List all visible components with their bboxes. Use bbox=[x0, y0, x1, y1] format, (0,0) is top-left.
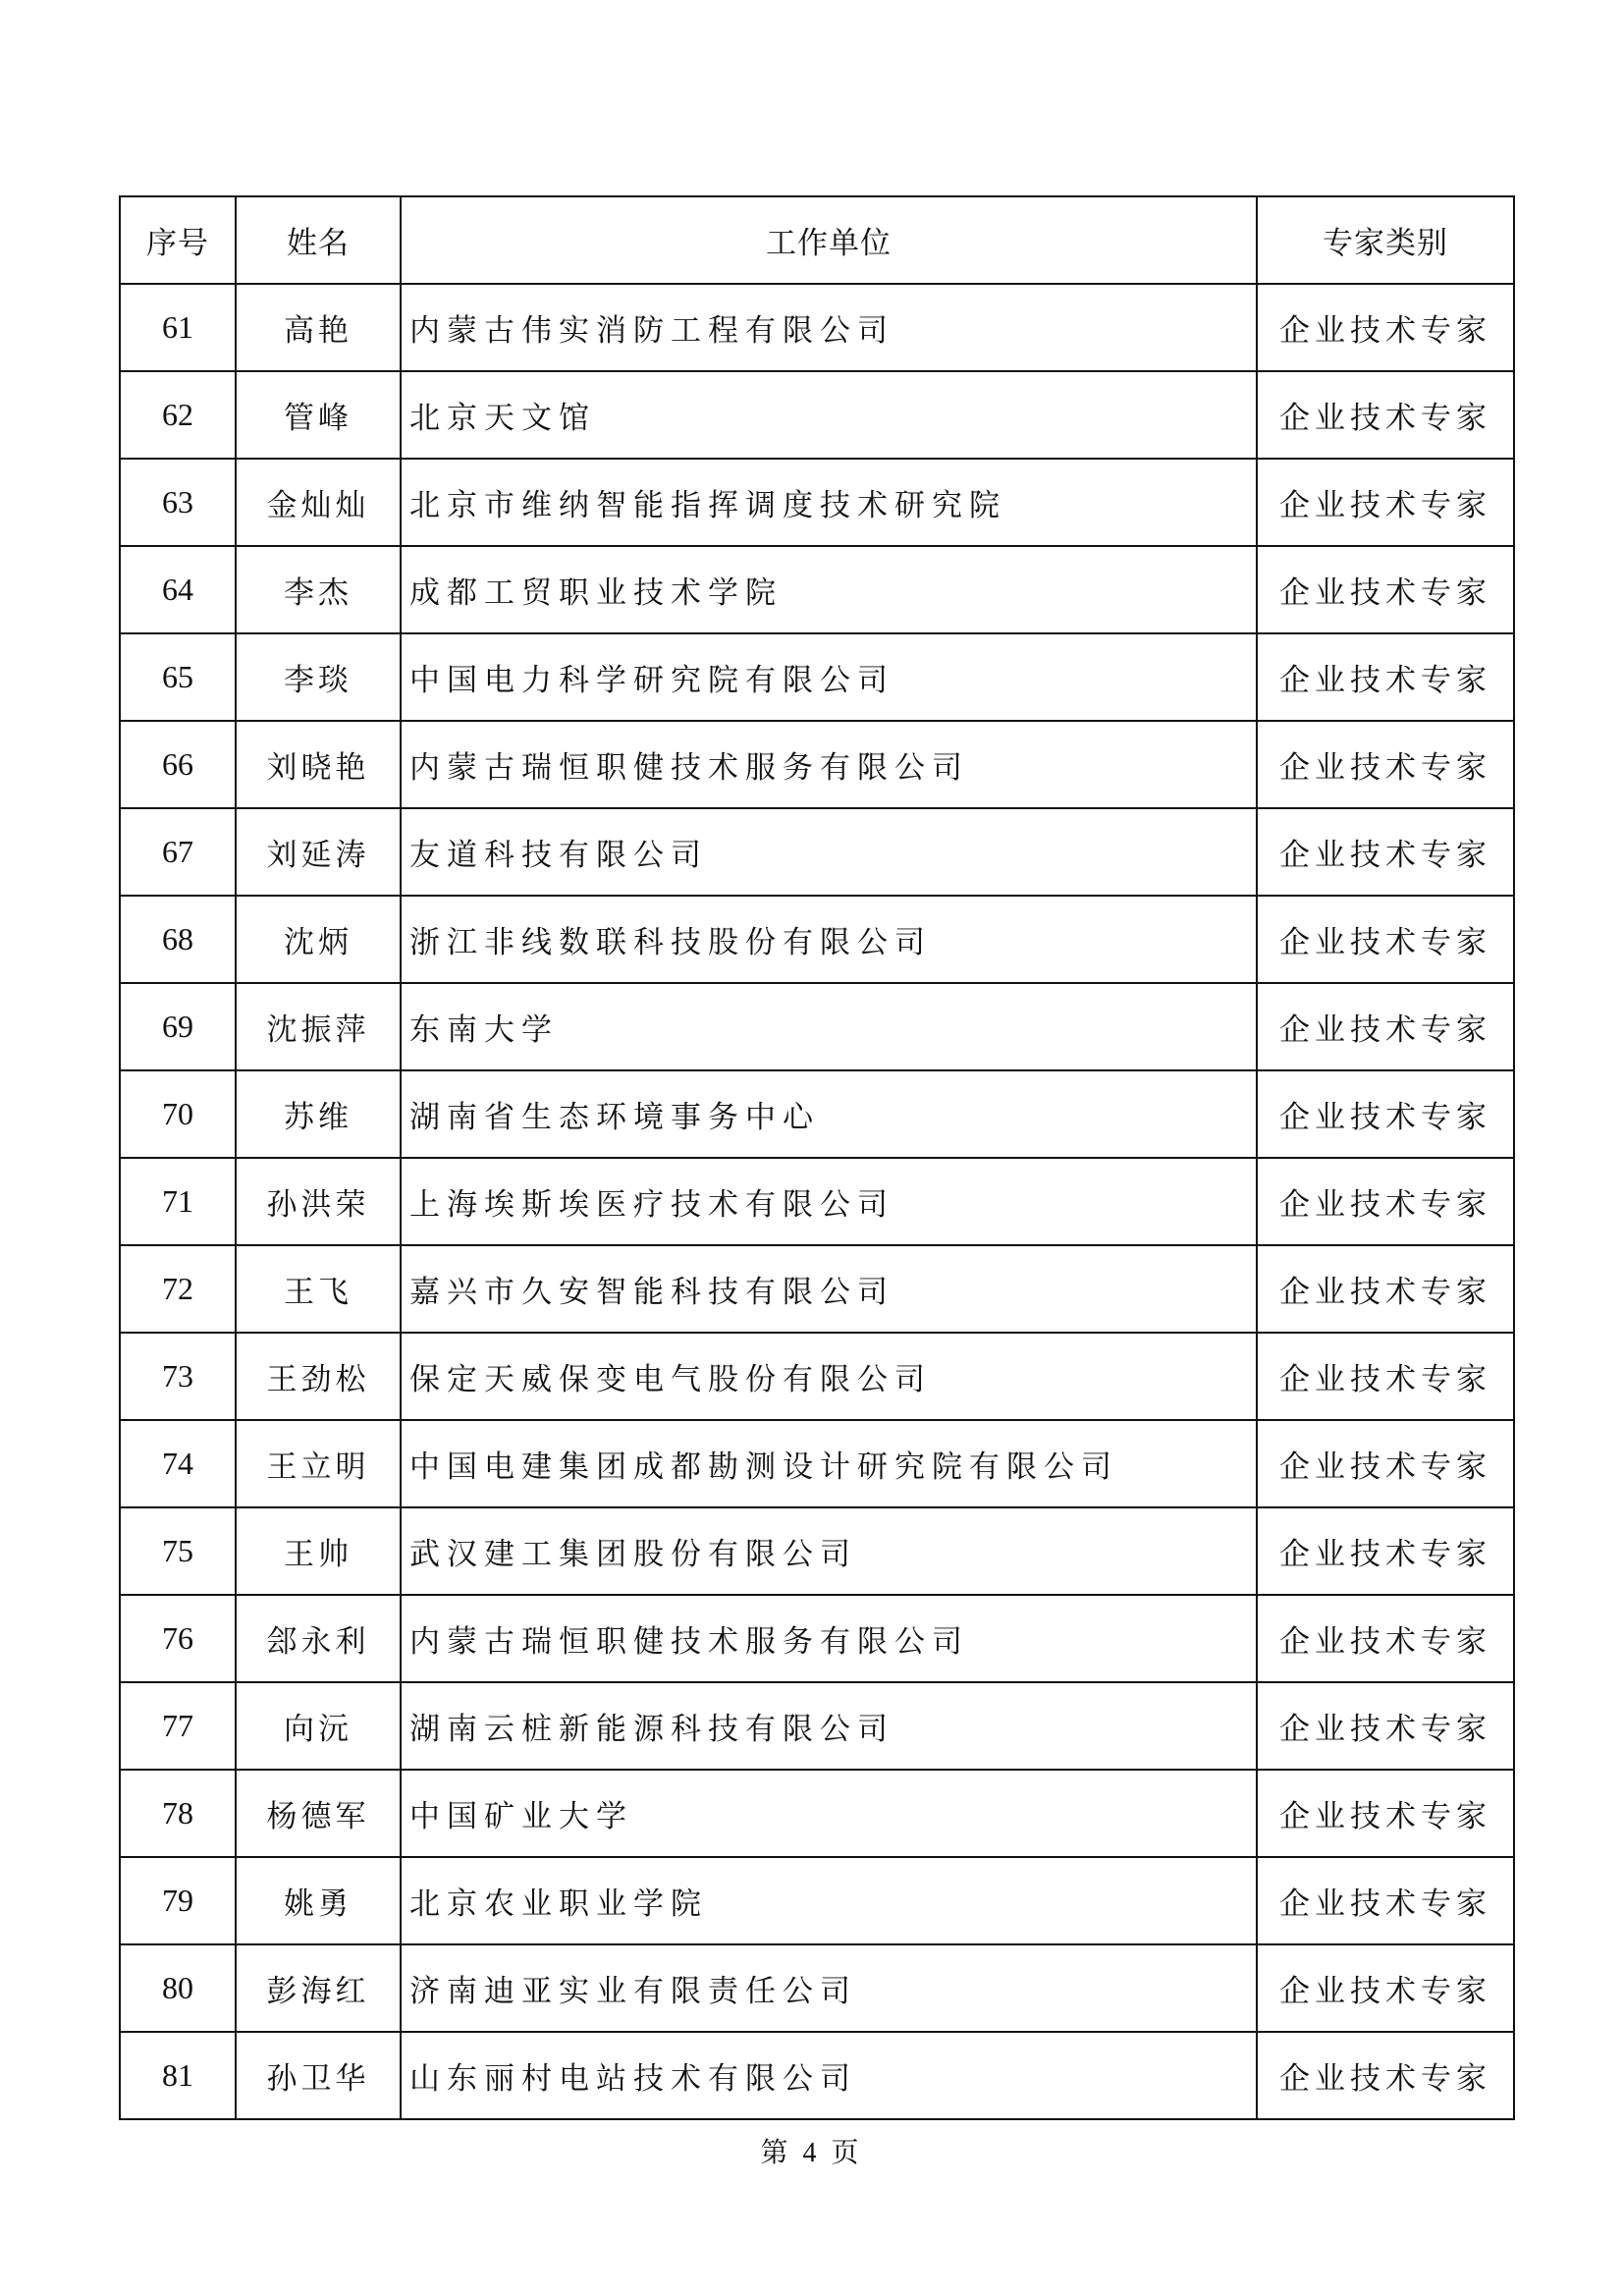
cell-name: 杨德军 bbox=[236, 1770, 401, 1857]
cell-index: 73 bbox=[120, 1333, 236, 1420]
cell-organization: 嘉兴市久安智能科技有限公司 bbox=[401, 1245, 1257, 1333]
cell-organization: 内蒙古伟实消防工程有限公司 bbox=[401, 284, 1257, 371]
cell-organization: 北京市维纳智能指挥调度技术研究院 bbox=[401, 459, 1257, 546]
cell-name: 李琰 bbox=[236, 633, 401, 721]
cell-index: 62 bbox=[120, 371, 236, 459]
cell-organization: 中国矿业大学 bbox=[401, 1770, 1257, 1857]
cell-name: 王立明 bbox=[236, 1420, 401, 1507]
cell-category: 企业技术专家 bbox=[1257, 284, 1514, 371]
header-category: 专家类别 bbox=[1257, 196, 1514, 284]
cell-index: 69 bbox=[120, 983, 236, 1070]
cell-name: 王飞 bbox=[236, 1245, 401, 1333]
cell-name: 管峰 bbox=[236, 371, 401, 459]
cell-organization: 东南大学 bbox=[401, 983, 1257, 1070]
cell-name: 苏维 bbox=[236, 1070, 401, 1158]
cell-category: 企业技术专家 bbox=[1257, 808, 1514, 896]
cell-category: 企业技术专家 bbox=[1257, 1158, 1514, 1245]
table-row bbox=[120, 371, 1514, 459]
cell-name: 金灿灿 bbox=[236, 459, 401, 546]
cell-category: 企业技术专家 bbox=[1257, 1857, 1514, 1944]
cell-index: 66 bbox=[120, 721, 236, 808]
table-row bbox=[120, 1944, 1514, 2032]
cell-category: 企业技术专家 bbox=[1257, 896, 1514, 983]
cell-name: 彭海红 bbox=[236, 1944, 401, 2032]
header-name: 姓名 bbox=[236, 196, 401, 284]
cell-organization: 浙江非线数联科技股份有限公司 bbox=[401, 896, 1257, 983]
cell-index: 76 bbox=[120, 1595, 236, 1682]
table-row bbox=[120, 1245, 1514, 1333]
cell-category: 企业技术专家 bbox=[1257, 2032, 1514, 2119]
cell-name: 高艳 bbox=[236, 284, 401, 371]
table-row bbox=[120, 1158, 1514, 1245]
cell-index: 61 bbox=[120, 284, 236, 371]
cell-organization: 成都工贸职业技术学院 bbox=[401, 546, 1257, 633]
table-row bbox=[120, 1070, 1514, 1158]
table-row bbox=[120, 1682, 1514, 1770]
cell-index: 70 bbox=[120, 1070, 236, 1158]
cell-organization: 内蒙古瑞恒职健技术服务有限公司 bbox=[401, 721, 1257, 808]
cell-organization: 北京天文馆 bbox=[401, 371, 1257, 459]
table-row bbox=[120, 721, 1514, 808]
table-row bbox=[120, 1333, 1514, 1420]
cell-index: 81 bbox=[120, 2032, 236, 2119]
cell-category: 企业技术专家 bbox=[1257, 1070, 1514, 1158]
cell-index: 65 bbox=[120, 633, 236, 721]
cell-name: 李杰 bbox=[236, 546, 401, 633]
cell-index: 80 bbox=[120, 1944, 236, 2032]
cell-name: 刘晓艳 bbox=[236, 721, 401, 808]
cell-organization: 武汉建工集团股份有限公司 bbox=[401, 1507, 1257, 1595]
cell-name: 刘延涛 bbox=[236, 808, 401, 896]
table-row bbox=[120, 896, 1514, 983]
cell-organization: 保定天威保变电气股份有限公司 bbox=[401, 1333, 1257, 1420]
cell-index: 68 bbox=[120, 896, 236, 983]
table-row bbox=[120, 284, 1514, 371]
cell-organization: 湖南省生态环境事务中心 bbox=[401, 1070, 1257, 1158]
cell-organization: 友道科技有限公司 bbox=[401, 808, 1257, 896]
cell-category: 企业技术专家 bbox=[1257, 1682, 1514, 1770]
cell-organization: 山东丽村电站技术有限公司 bbox=[401, 2032, 1257, 2119]
page-number: 第 4 页 bbox=[760, 2138, 863, 2168]
cell-category: 企业技术专家 bbox=[1257, 1507, 1514, 1595]
cell-organization: 上海埃斯埃医疗技术有限公司 bbox=[401, 1158, 1257, 1245]
cell-organization: 内蒙古瑞恒职健技术服务有限公司 bbox=[401, 1595, 1257, 1682]
table-header bbox=[120, 196, 1514, 284]
table-row bbox=[120, 1857, 1514, 1944]
expert-list-table bbox=[119, 195, 1515, 2120]
cell-name: 孙洪荣 bbox=[236, 1158, 401, 1245]
cell-index: 63 bbox=[120, 459, 236, 546]
table-row bbox=[120, 1420, 1514, 1507]
cell-name: 姚勇 bbox=[236, 1857, 401, 1944]
expert-list-table-wrapper bbox=[119, 195, 1513, 2120]
cell-name: 沈振萍 bbox=[236, 983, 401, 1070]
cell-category: 企业技术专家 bbox=[1257, 459, 1514, 546]
cell-index: 77 bbox=[120, 1682, 236, 1770]
cell-category: 企业技术专家 bbox=[1257, 546, 1514, 633]
table-row bbox=[120, 459, 1514, 546]
table-row bbox=[120, 808, 1514, 896]
table-row bbox=[120, 546, 1514, 633]
cell-category: 企业技术专家 bbox=[1257, 1333, 1514, 1420]
table-row bbox=[120, 2032, 1514, 2119]
cell-category: 企业技术专家 bbox=[1257, 721, 1514, 808]
cell-index: 72 bbox=[120, 1245, 236, 1333]
cell-organization: 中国电力科学研究院有限公司 bbox=[401, 633, 1257, 721]
table-row bbox=[120, 1507, 1514, 1595]
cell-organization: 中国电建集团成都勘测设计研究院有限公司 bbox=[401, 1420, 1257, 1507]
cell-name: 王帅 bbox=[236, 1507, 401, 1595]
table-row bbox=[120, 1595, 1514, 1682]
table-row bbox=[120, 1770, 1514, 1857]
cell-name: 向沅 bbox=[236, 1682, 401, 1770]
cell-organization: 济南迪亚实业有限责任公司 bbox=[401, 1944, 1257, 2032]
cell-organization: 北京农业职业学院 bbox=[401, 1857, 1257, 1944]
cell-category: 企业技术专家 bbox=[1257, 983, 1514, 1070]
cell-category: 企业技术专家 bbox=[1257, 371, 1514, 459]
cell-name: 孙卫华 bbox=[236, 2032, 401, 2119]
cell-category: 企业技术专家 bbox=[1257, 1770, 1514, 1857]
cell-category: 企业技术专家 bbox=[1257, 1420, 1514, 1507]
cell-name: 郐永利 bbox=[236, 1595, 401, 1682]
cell-category: 企业技术专家 bbox=[1257, 1245, 1514, 1333]
cell-index: 67 bbox=[120, 808, 236, 896]
cell-organization: 湖南云桩新能源科技有限公司 bbox=[401, 1682, 1257, 1770]
table-row bbox=[120, 633, 1514, 721]
cell-index: 75 bbox=[120, 1507, 236, 1595]
header-row bbox=[120, 196, 1514, 284]
header-index: 序号 bbox=[120, 196, 236, 284]
table-row bbox=[120, 983, 1514, 1070]
cell-index: 78 bbox=[120, 1770, 236, 1857]
cell-index: 74 bbox=[120, 1420, 236, 1507]
cell-name: 沈炳 bbox=[236, 896, 401, 983]
cell-index: 64 bbox=[120, 546, 236, 633]
cell-category: 企业技术专家 bbox=[1257, 633, 1514, 721]
cell-name: 王劲松 bbox=[236, 1333, 401, 1420]
header-organization: 工作单位 bbox=[401, 196, 1257, 284]
cell-index: 71 bbox=[120, 1158, 236, 1245]
cell-category: 企业技术专家 bbox=[1257, 1944, 1514, 2032]
cell-index: 79 bbox=[120, 1857, 236, 1944]
table-body bbox=[120, 284, 1514, 2119]
cell-category: 企业技术专家 bbox=[1257, 1595, 1514, 1682]
